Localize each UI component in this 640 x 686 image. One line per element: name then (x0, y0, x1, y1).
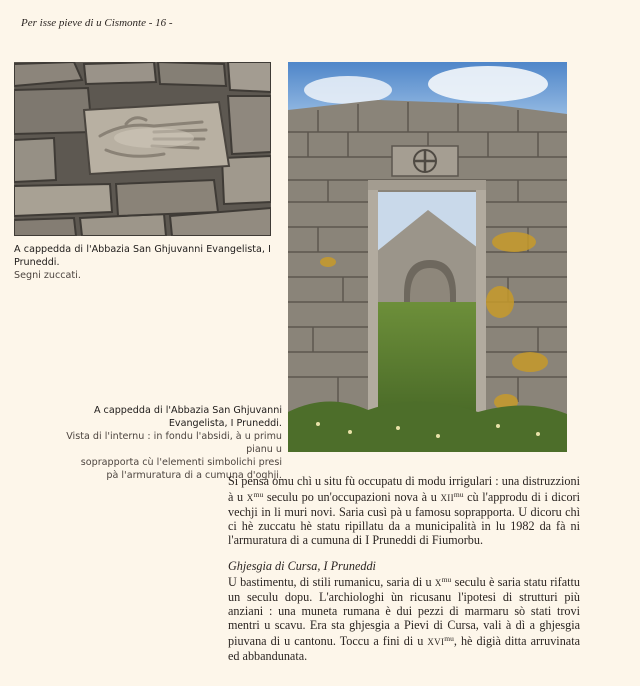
roman-numeral: X (434, 578, 442, 588)
caption-1-title: A cappedda di l'Abbazia San Ghjuvanni Evangelista, I Pruneddi. (14, 244, 271, 268)
paragraph-2 (228, 573, 580, 663)
running-header: Per isse pieve di u Cismonte - 16 - (21, 17, 173, 29)
caption-2-title-line-1: A cappedda di l'Abbazia San Ghjuvanni (93, 405, 282, 416)
figure-caption-1 (14, 243, 271, 282)
caption-2-title-line-2: Evangelista, I Pruneddi. (168, 418, 282, 429)
caption-1-text: Segni zuccati. (14, 270, 81, 281)
caption-2-text-line-2: soprapporta cù l'elementi simbolichi presi (80, 457, 282, 468)
roman-numeral: XVI (427, 637, 445, 647)
section-heading: Ghjesgia di Cursa, I Pruneddi (228, 559, 376, 573)
photo-carved-stone-wall (14, 62, 271, 236)
ordinal-suffix: mu (253, 490, 264, 499)
caption-2-text-line-1: Vista di l'internu : in fondu l'absidi, à u primu pianu u (66, 431, 282, 455)
paragraph-1-part-b: seculu po un'occupazioni nova à u (263, 490, 441, 504)
body-text (228, 474, 580, 663)
paragraph-2-part-b: seculu è saria statu rifattu un seculu dopu. L'archiologhi ùn ricusanu l'ipotesi di strutturi più anziani : una muneta rumana è dui pezzi di marmaru sò stati trovi mentri u scavu. Era sta ghjesgia a Pievi di Cursa, vali à dì a ghjesgia piuvana di u cantonu. Toccu a fini di u (228, 575, 581, 648)
ordinal-suffix: mu (453, 490, 464, 499)
photo-stone-doorway (288, 62, 567, 452)
doorway-illustration (288, 62, 567, 452)
paragraph-1-part-a: Si pensa omu chì u situ fù occupatu di modu irrigulari : una distruzzioni à u (228, 474, 580, 504)
paragraph-1-part-c: cù l'approdu di i dicori vechji in li muri novi. Saria cusì pà u famosu soprapporta. U dicoru chì ci hè zuccatu hè statu ripillatu da a municipalità in lu 1982 da fà ni l'armuratura di a cumuna di I Pruneddi di Fiumorbu. (228, 490, 580, 547)
ordinal-suffix: mu (444, 634, 454, 643)
figure-caption-2 (40, 404, 282, 482)
caption-2-text-line-3: pà l'armuratura di a cumuna d'oghji. (106, 470, 282, 481)
roman-numeral: XII (440, 493, 454, 503)
stone-wall-illustration (14, 62, 271, 236)
paragraph-2-part-a: U bastimentu, di stili rumanicu, saria di u (228, 575, 435, 589)
paragraph-1 (228, 474, 580, 547)
roman-numeral: X (246, 493, 254, 503)
ordinal-suffix: mu (441, 575, 452, 584)
paragraph-2-part-c: , hè digià ditta arruvinata ed abbandunata. (228, 634, 580, 663)
